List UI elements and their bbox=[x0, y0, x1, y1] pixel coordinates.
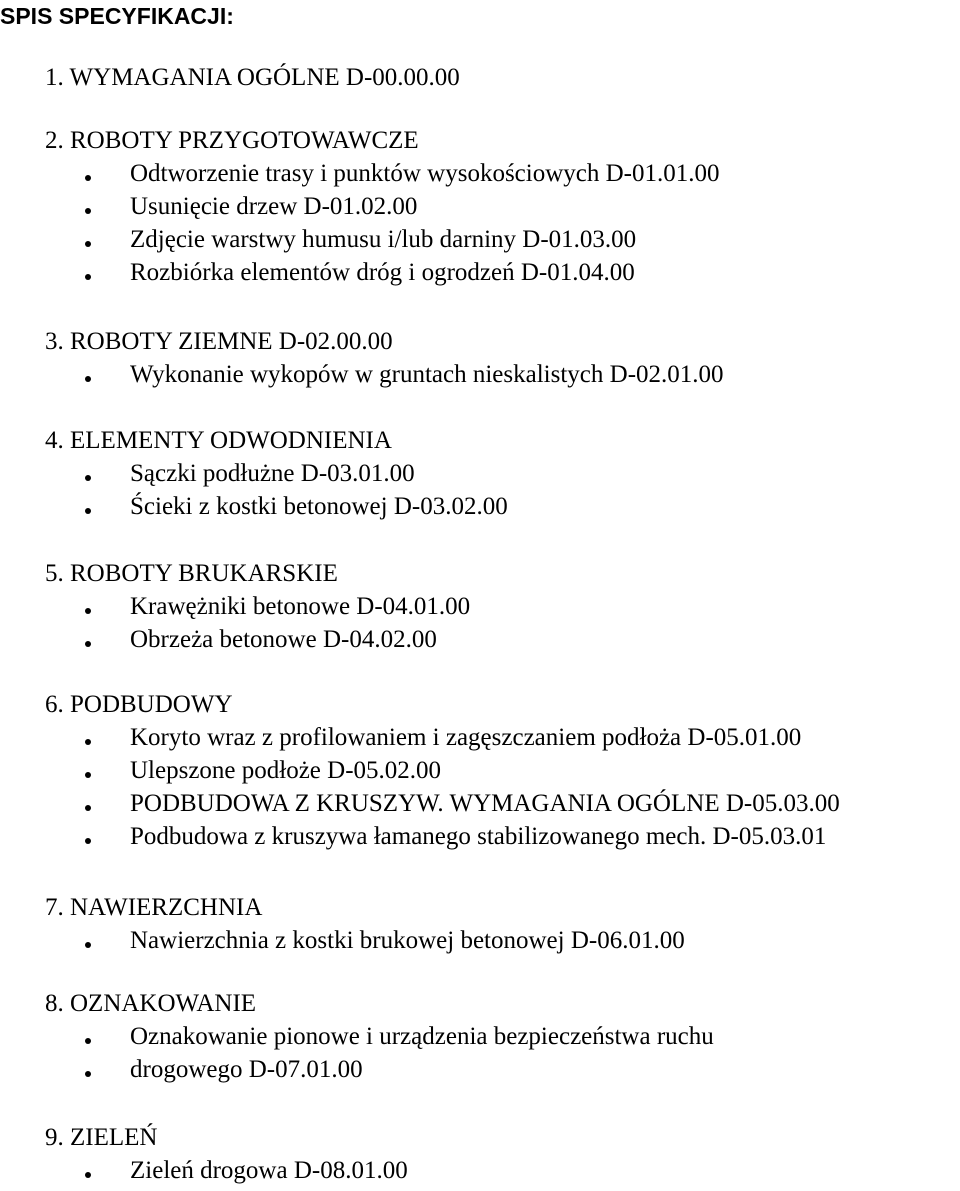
section-heading: 3. ROBOTY ZIEMNE D-02.00.00 bbox=[45, 328, 393, 355]
list-item: Zieleń drogowa D-08.01.00 bbox=[130, 1157, 408, 1184]
bullet-icon bbox=[85, 208, 91, 214]
list-item: Usunięcie drzew D-01.02.00 bbox=[130, 193, 418, 220]
section-heading: 6. PODBUDOWY bbox=[45, 691, 233, 718]
list-item: drogowego D-07.01.00 bbox=[130, 1056, 363, 1083]
list-item: Nawierzchnia z kostki brukowej betonowej D-06.01.00 bbox=[130, 927, 685, 954]
bullet-icon bbox=[85, 508, 91, 514]
bullet-icon bbox=[85, 942, 91, 948]
bullet-icon bbox=[85, 1172, 91, 1178]
bullet-icon bbox=[85, 241, 91, 247]
list-item: Odtworzenie trasy i punktów wysokościowych D-01.01.00 bbox=[130, 160, 720, 187]
bullet-icon bbox=[85, 274, 91, 280]
section-heading: 4. ELEMENTY ODWODNIENIA bbox=[45, 427, 392, 454]
bullet-icon bbox=[85, 641, 91, 647]
section-heading: 8. OZNAKOWANIE bbox=[45, 990, 257, 1017]
bullet-icon bbox=[85, 838, 91, 844]
list-item: Sączki podłużne D-03.01.00 bbox=[130, 460, 415, 487]
list-item: Wykonanie wykopów w gruntach nieskalistych D-02.01.00 bbox=[130, 361, 724, 388]
bullet-icon bbox=[85, 475, 91, 481]
list-item: Ścieki z kostki betonowej D-03.02.00 bbox=[130, 493, 508, 520]
document-title: SPIS SPECYFIKACJI: bbox=[0, 3, 234, 29]
list-item: Ulepszone podłoże D-05.02.00 bbox=[130, 757, 442, 784]
section-heading: 5. ROBOTY BRUKARSKIE bbox=[45, 560, 338, 587]
list-item: Oznakowanie pionowe i urządzenia bezpieczeństwa ruchu bbox=[130, 1023, 714, 1050]
bullet-icon bbox=[85, 1038, 91, 1044]
section-heading: 9. ZIELEŃ bbox=[45, 1124, 158, 1151]
list-item: Krawężniki betonowe D-04.01.00 bbox=[130, 593, 471, 620]
section-heading: 2. ROBOTY PRZYGOTOWAWCZE bbox=[45, 127, 419, 154]
list-item: Koryto wraz z profilowaniem i zagęszczaniem podłoża D-05.01.00 bbox=[130, 724, 802, 751]
list-item: Zdjęcie warstwy humusu i/lub darniny D-01.03.00 bbox=[130, 226, 637, 253]
bullet-icon bbox=[85, 805, 91, 811]
bullet-icon bbox=[85, 1071, 91, 1077]
list-item: Obrzeża betonowe D-04.02.00 bbox=[130, 626, 437, 653]
bullet-icon bbox=[85, 376, 91, 382]
list-item: Podbudowa z kruszywa łamanego stabilizowanego mech. D-05.03.01 bbox=[130, 823, 827, 850]
bullet-icon bbox=[85, 739, 91, 745]
list-item: PODBUDOWA Z KRUSZYW. WYMAGANIA OGÓLNE D-05.03.00 bbox=[130, 790, 840, 817]
section-heading: 7. NAWIERZCHNIA bbox=[45, 894, 263, 921]
bullet-icon bbox=[85, 608, 91, 614]
bullet-icon bbox=[85, 772, 91, 778]
list-item: Rozbiórka elementów dróg i ogrodzeń D-01.04.00 bbox=[130, 259, 635, 286]
section-heading: 1. WYMAGANIA OGÓLNE D-00.00.00 bbox=[45, 64, 460, 91]
bullet-icon bbox=[85, 175, 91, 181]
